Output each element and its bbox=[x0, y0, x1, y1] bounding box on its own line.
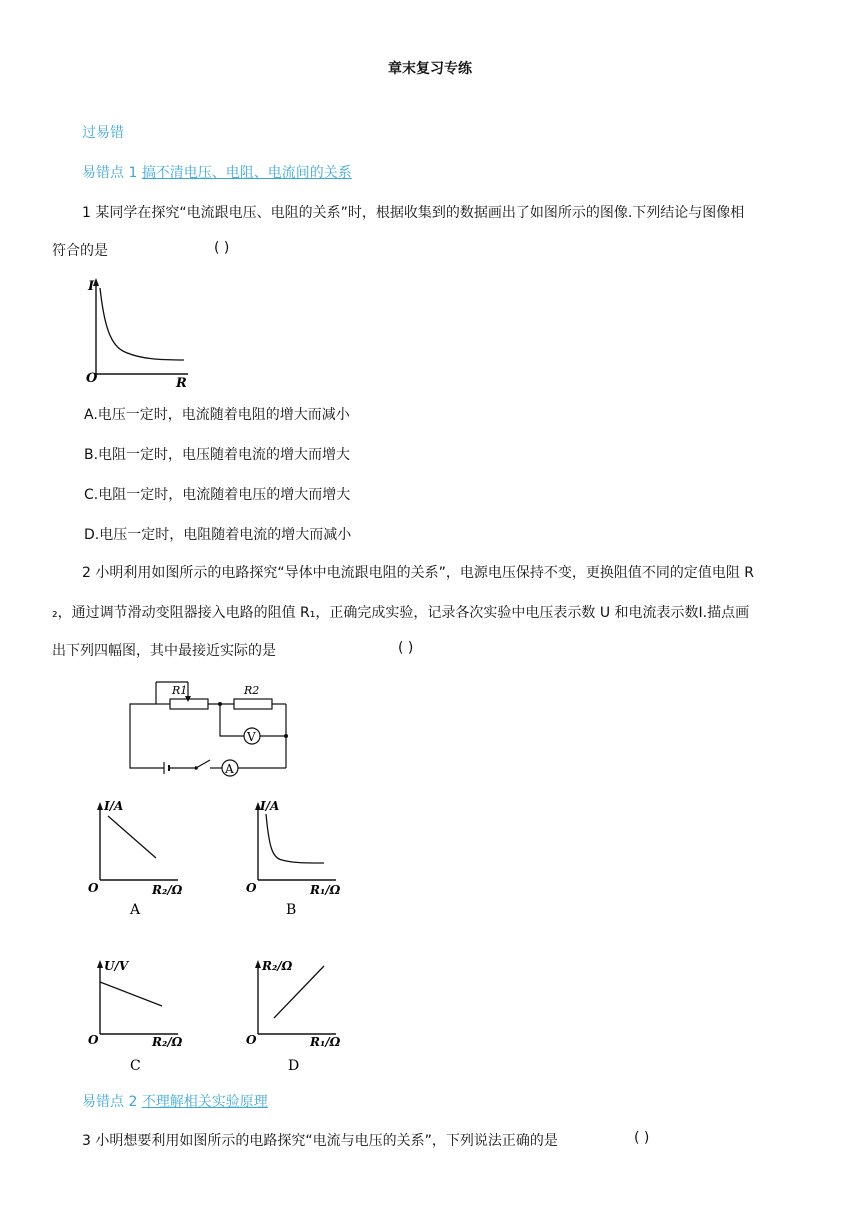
error-point-2-text: 不理解相关实验原理 bbox=[141, 1094, 268, 1110]
q1-origin: O bbox=[86, 371, 98, 386]
graph-c-origin: O bbox=[88, 1033, 99, 1047]
q2-stem-line3: 出下列四幅图，其中最接近实际的是 bbox=[52, 643, 276, 659]
section-header: 过易错 bbox=[82, 125, 124, 141]
q1-option-b: B.电阻一定时，电压随着电流的增大而增大 bbox=[84, 447, 351, 463]
graph-b-curve bbox=[266, 814, 324, 863]
q2-stem-line1: 2 小明利用如图所示的电路探究“导体中电流跟电阻的关系”，电源电压保持不变，更换阻值不同的定值电阻 R bbox=[82, 565, 755, 581]
q2-answer-paren: ( ) bbox=[398, 640, 414, 656]
error-point-1 bbox=[82, 162, 352, 182]
graph-c-y-label: U/V bbox=[104, 959, 129, 973]
graph-d-origin: O bbox=[246, 1033, 257, 1047]
q2-graph-d bbox=[244, 954, 354, 1078]
graph-b-caption: B bbox=[286, 902, 297, 918]
graph-a-x-label: R₂/Ω bbox=[152, 883, 183, 897]
graph-b-x-label: R₁/Ω bbox=[310, 883, 341, 897]
q1-stem-line1: 1 某同学在探究“电流跟电压、电阻的关系”时，根据收集到的数据画出了如图所示的图像.下列结论与图像相 bbox=[82, 205, 745, 221]
voltmeter-label: V bbox=[247, 730, 256, 744]
error-point-2-prefix: 易错点 2 bbox=[82, 1094, 142, 1110]
q1-answer-paren: ( ) bbox=[214, 240, 230, 256]
resistor-r1 bbox=[170, 699, 208, 709]
q3-answer-paren: ( ) bbox=[634, 1130, 650, 1146]
graph-a-line bbox=[108, 816, 156, 858]
q1-option-d: D.电压一定时，电阻随着电流的增大而减小 bbox=[84, 527, 352, 543]
page-title: 章末复习专练 bbox=[388, 61, 472, 77]
error-point-1-text: 搞不清电压、电阻、电流间的关系 bbox=[141, 165, 352, 181]
q1-option-a: A.电压一定时，电流随着电阻的增大而减小 bbox=[84, 407, 350, 423]
q1-y-label: I bbox=[88, 279, 95, 294]
q1-option-c: C.电阻一定时，电流随着电压的增大而增大 bbox=[84, 487, 351, 503]
q2-graph-b bbox=[244, 796, 354, 920]
graph-c-caption: C bbox=[130, 1058, 141, 1074]
q2-circuit bbox=[124, 674, 294, 782]
q2-graph-c bbox=[86, 954, 196, 1078]
error-point-2 bbox=[82, 1091, 268, 1111]
r2-label: R2 bbox=[244, 684, 260, 697]
graph-d-y-label: R₂/Ω bbox=[262, 959, 293, 973]
q2-graph-a bbox=[86, 796, 196, 920]
q2-stem-line2: ₂，通过调节滑动变阻器接入电路的阻值 R₁，正确完成实验，记录各次实验中电压表示数 U 和电流表示数I.描点画 bbox=[52, 605, 750, 621]
graph-c-x-label: R₂/Ω bbox=[152, 1035, 183, 1049]
r1-label: R1 bbox=[172, 684, 188, 697]
graph-a-y-label: I/A bbox=[104, 799, 124, 813]
graph-d-x-label: R₁/Ω bbox=[310, 1035, 341, 1049]
graph-d-line bbox=[274, 966, 324, 1018]
graph-c-line bbox=[100, 982, 162, 1006]
q1-x-label: R bbox=[176, 376, 187, 390]
q1-graph bbox=[80, 274, 200, 390]
graph-b-y-label: I/A bbox=[260, 799, 280, 813]
graph-a-origin: O bbox=[88, 881, 99, 895]
graph-a-caption: A bbox=[130, 902, 141, 918]
q1-stem-line2: 符合的是 bbox=[52, 243, 108, 259]
ammeter-label: A bbox=[225, 762, 234, 776]
resistor-r2 bbox=[234, 699, 272, 709]
graph-b-origin: O bbox=[246, 881, 257, 895]
q1-curve bbox=[100, 288, 184, 360]
graph-d-caption: D bbox=[288, 1058, 300, 1074]
switch-blade bbox=[196, 760, 210, 768]
error-point-1-prefix: 易错点 1 bbox=[82, 165, 142, 181]
q3-stem-line1: 3 小明想要利用如图所示的电路探究“电流与电压的关系”，下列说法正确的是 bbox=[82, 1133, 558, 1149]
